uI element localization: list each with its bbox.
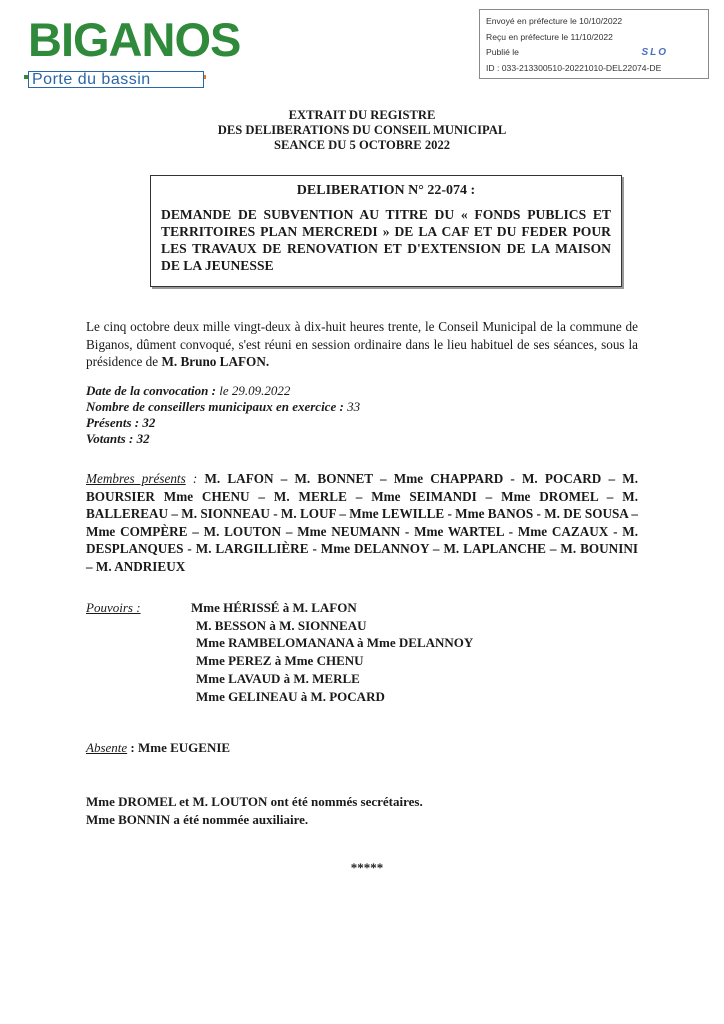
pouvoir-item: Mme LAVAUD à M. MERLE: [196, 670, 360, 686]
convocation-value: le 29.09.2022: [215, 383, 291, 398]
document-header: [0, 108, 724, 153]
slo-signature: SLO: [641, 47, 668, 58]
stamp-publie: Publié le: [486, 47, 519, 57]
absente-value: : Mme EUGENIE: [127, 740, 231, 755]
pouvoir-item: Mme PEREZ à Mme CHENU: [196, 653, 364, 669]
pouvoirs-list: [191, 599, 473, 705]
logo-wordmark: BIGANOS: [28, 13, 241, 66]
session-meta: [86, 383, 360, 447]
biganos-logo: [24, 13, 241, 88]
secretaires-line: Mme DROMEL et M. LOUTON ont été nommés secrétaires.: [86, 794, 423, 809]
exercice-value: 33: [343, 399, 361, 414]
exercice-label: Nombre de conseillers municipaux en exercice :: [86, 399, 344, 414]
membres-sep: :: [185, 471, 205, 486]
deliberation-number: DELIBERATION N° 22-074 :: [296, 183, 476, 198]
absente-line: [86, 740, 230, 756]
section-separator: *****: [350, 860, 384, 875]
stamp-id: ID : 033-213300510-20221010-DEL22074-DE: [486, 62, 662, 73]
presents-count: Présents : 32: [86, 415, 156, 430]
president-name: M. Bruno LAFON.: [161, 354, 270, 369]
logo-tagline: Porte du bassin: [28, 71, 204, 88]
membres-presents: [86, 470, 638, 575]
prefecture-stamp: [479, 9, 709, 79]
intro-paragraph: [86, 318, 638, 371]
convocation-label: Date de la convocation :: [86, 383, 216, 398]
pouvoir-item: Mme GELINEAU à M. POCARD: [196, 688, 385, 704]
deliberation-box: [150, 175, 622, 287]
secretaires-block: [86, 793, 423, 829]
pouvoir-item: Mme RAMBELOMANANA à Mme DELANNOY: [196, 635, 474, 651]
pouvoirs-label: Pouvoirs :: [86, 600, 141, 615]
absente-label: Absente: [86, 740, 128, 755]
membres-label: Membres présents: [86, 471, 186, 486]
stamp-envoye: Envoyé en préfecture le 10/10/2022: [486, 16, 623, 26]
pouvoir-item: Mme HÉRISSÉ à M. LAFON: [191, 600, 357, 615]
auxiliaire-line: Mme BONNIN a été nommée auxiliaire.: [86, 812, 309, 827]
pouvoir-item: M. BESSON à M. SIONNEAU: [196, 617, 367, 633]
stamp-recu: Reçu en préfecture le 11/10/2022: [486, 31, 613, 42]
membres-list: M. LAFON – M. BONNET – Mme CHAPPARD - M. POCARD – M. BOURSIER Mme CHENU – M. MERLE – Mme SEIMANDI – Mme DROMEL – M. BALLEREAU – M. SIONNEAU - M. LOUF – Mme LEWILLE - Mme BANOS - M. DE SOUSA – Mme COMPÈRE – M. LOUTON – Mme NEUMANN - Mme WARTEL - Mme CAZAUX - M. DESPLANQUES - M. LARGILLIÈRE - Mme DELANNOY – M. LAPLANCHE – M. BOUNINI – M. ANDRIEUX: [86, 471, 638, 574]
intro-text: Le cinq octobre deux mille vingt-deux à dix-huit heures trente, le Conseil Municipal de la commune de Biganos, dûment convoqué, s'est réuni en session ordinaire dans le lieu habituel de ses séances, sous la présidence de: [86, 319, 638, 369]
logo-color-band: [24, 66, 206, 70]
header-line-registre: EXTRAIT DU REGISTRE: [288, 108, 436, 122]
deliberation-subject: DEMANDE DE SUBVENTION AU TITRE DU « FONDS PUBLICS ET TERRITOIRES PLAN MERCREDI » DE LA CAF ET DU FEDER POUR LES TRAVAUX DE RENOVATION ET D'EXTENSION DE LA MAISON DE LA JEUNESSE: [161, 207, 611, 273]
votants-count: Votants : 32: [86, 431, 150, 446]
header-line-deliberations: DES DELIBERATIONS DU CONSEIL MUNICIPAL: [217, 123, 507, 137]
header-line-seance: SEANCE DU 5 OCTOBRE 2022: [273, 138, 451, 152]
